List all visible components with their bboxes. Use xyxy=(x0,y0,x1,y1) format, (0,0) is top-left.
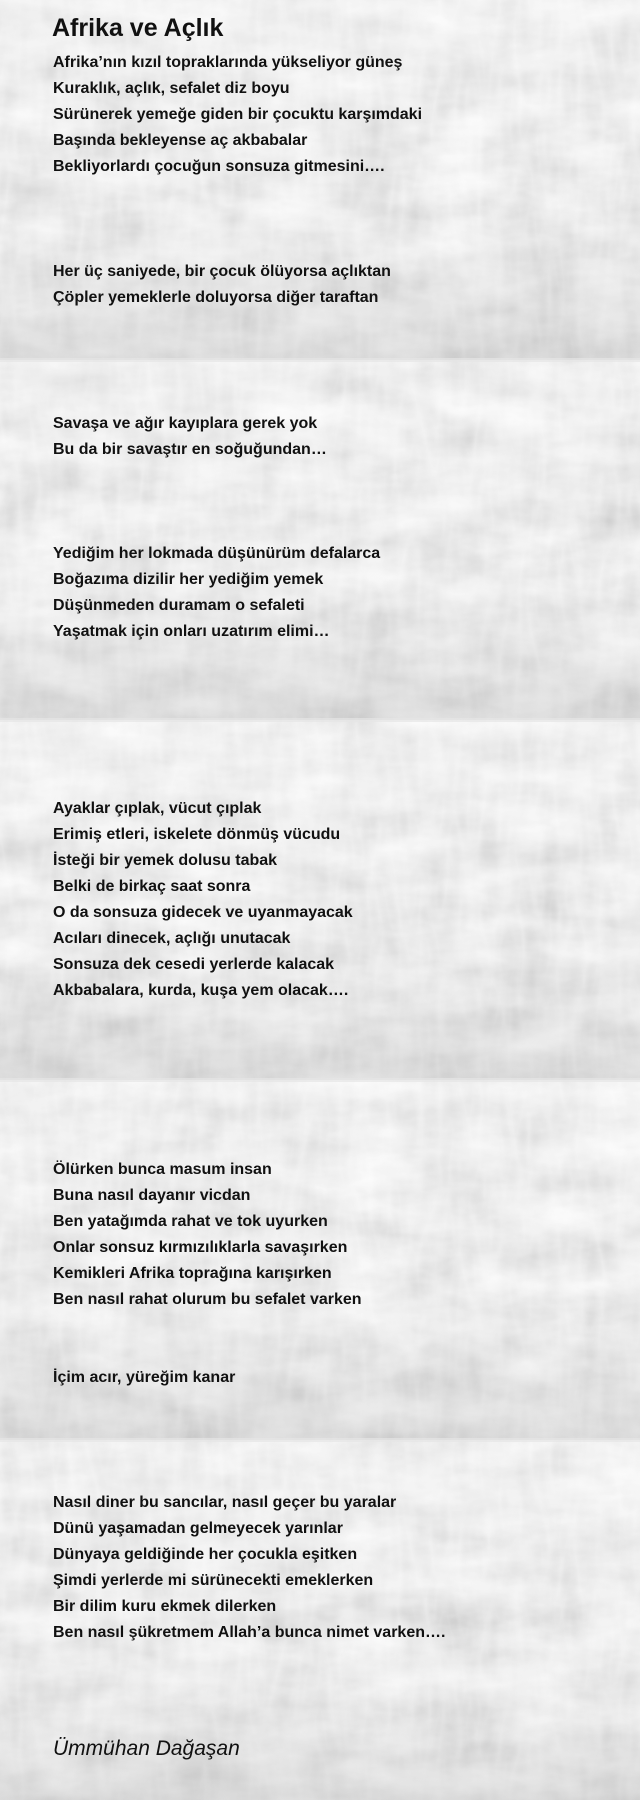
poem-title: Afrika ve Açlık xyxy=(52,14,224,42)
stanza-3 xyxy=(53,411,327,463)
stanza-2 xyxy=(53,259,391,311)
stanza-7 xyxy=(53,1365,235,1391)
poem-line: Bu da bir savaştır en soğuğundan… xyxy=(53,441,327,458)
poem-line: Dünü yaşamadan gelmeyecek yarınlar xyxy=(53,1520,343,1537)
stanza-6 xyxy=(53,1157,362,1313)
poem-author: Ümmühan Dağaşan xyxy=(53,1737,240,1760)
stanza-8 xyxy=(53,1490,445,1646)
poem-line: Ben yatağımda rahat ve tok uyurken xyxy=(53,1213,328,1230)
poem-line: Belki de birkaç saat sonra xyxy=(53,878,251,895)
poem-line: Akbabalara, kurda, kuşa yem olacak…. xyxy=(53,982,349,999)
poem-line: Kemikleri Afrika toprağına karışırken xyxy=(53,1265,332,1282)
poem-line: Ben nasıl şükretmem Allah’a bunca nimet varken…. xyxy=(53,1624,446,1641)
stanza-4 xyxy=(53,541,380,645)
poem-line: Dünyaya geldiğinde her çocukla eşitken xyxy=(53,1546,358,1563)
poem-line: Bekliyorlardı çocuğun sonsuza gitmesini…. xyxy=(53,158,385,175)
poem-line: Erimiş etleri, iskelete dönmüş vücudu xyxy=(53,826,341,843)
stanza-1 xyxy=(53,50,422,180)
poem-line: Onlar sonsuz kırmızılıklarla savaşırken xyxy=(53,1239,348,1256)
poem-line: Boğazıma dizilir her yediğim yemek xyxy=(53,571,324,588)
poem-line: Savaşa ve ağır kayıplara gerek yok xyxy=(53,415,318,432)
poem-line: Şimdi yerlerde mi sürünecekti emeklerken xyxy=(53,1572,374,1589)
poem-line: Ayaklar çıplak, vücut çıplak xyxy=(53,800,262,817)
poem-line: İsteği bir yemek dolusu tabak xyxy=(53,852,278,869)
poem-line: Afrika’nın kızıl topraklarında yükseliyor güneş xyxy=(53,54,403,71)
poem-line: Sürünerek yemeğe giden bir çocuktu karşımdaki xyxy=(53,106,423,123)
poem-line: Başında bekleyense aç akbabalar xyxy=(53,132,308,149)
poem-line: Yaşatmak için onları uzatırım elimi… xyxy=(53,623,330,640)
poem-line: Buna nasıl dayanır vicdan xyxy=(53,1187,251,1204)
poem-line: Ölürken bunca masum insan xyxy=(53,1161,272,1178)
stanza-5 xyxy=(53,796,353,1004)
poem-line: Düşünmeden duramam o sefaleti xyxy=(53,597,305,614)
poem-line: Nasıl diner bu sancılar, nasıl geçer bu yaralar xyxy=(53,1494,397,1511)
poem-line: O da sonsuza gidecek ve uyanmayacak xyxy=(53,904,353,921)
poem-line: Yediğim her lokmada düşünürüm defalarca xyxy=(53,545,381,562)
poem-line: Sonsuza dek cesedi yerlerde kalacak xyxy=(53,956,335,973)
poem-line: Bir dilim kuru ekmek dilerken xyxy=(53,1598,277,1615)
poem-line: Acıları dinecek, açlığı unutacak xyxy=(53,930,291,947)
poem-line: Kuraklık, açlık, sefalet diz boyu xyxy=(53,80,290,97)
poem-line: Her üç saniyede, bir çocuk ölüyorsa açlıktan xyxy=(53,263,391,280)
poem-line: Ben nasıl rahat olurum bu sefalet varken xyxy=(53,1291,362,1308)
poem-line: İçim acır, yüreğim kanar xyxy=(53,1369,236,1386)
poem-line: Çöpler yemeklerle doluyorsa diğer taraftan xyxy=(53,289,379,306)
